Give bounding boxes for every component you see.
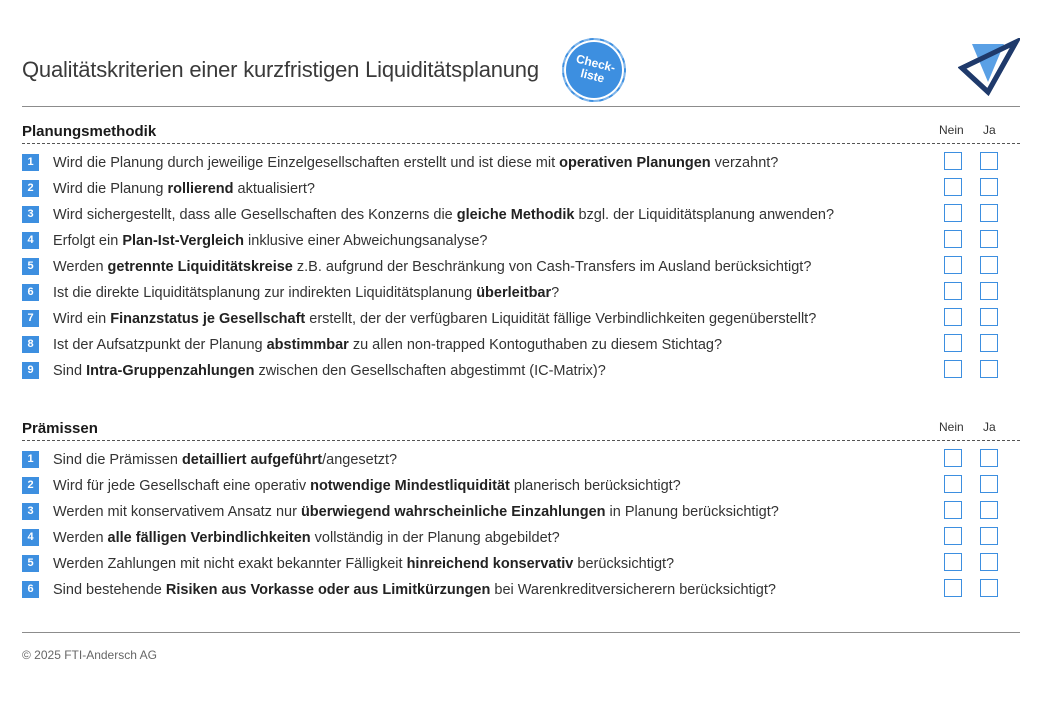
question-segment: zu allen non-trapped Kontoguthaben zu diesem Stichtag?: [348, 337, 723, 353]
checkbox-ja[interactable]: [980, 360, 998, 378]
checklist-row: [22, 527, 1020, 553]
section-praemissen: [22, 418, 1020, 605]
question-segment: Wird sichergestellt, dass alle Gesellschaften des Konzerns die: [53, 207, 457, 223]
checkbox-ja[interactable]: [980, 152, 998, 170]
item-number-badge: 1: [22, 154, 39, 171]
checkbox-nein[interactable]: [944, 152, 962, 170]
question-segment: Erfolgt ein: [53, 233, 123, 249]
checklist-items: [22, 152, 1020, 386]
question-segment: erstellt, der der verfügbaren Liquidität fällige Verbindlichkeiten gegenüberstellt?: [305, 311, 817, 327]
checkbox-nein[interactable]: [944, 334, 962, 352]
question-emphasis: Finanzstatus je Gesellschaft: [110, 311, 306, 327]
question-emphasis: Intra-Gruppenzahlungen: [86, 363, 255, 379]
copyright: © 2025 FTI-Andersch AG: [22, 648, 157, 662]
question-segment: verzahnt?: [710, 155, 779, 171]
checkbox-nein[interactable]: [944, 230, 962, 248]
column-label-ja: Ja: [983, 420, 996, 434]
item-number-badge: 1: [22, 451, 39, 468]
question-emphasis: überwiegend wahrscheinliche Einzahlungen: [300, 504, 606, 520]
item-number-badge: 4: [22, 529, 39, 546]
question-emphasis: detailliert aufgeführt: [181, 452, 323, 468]
question-segment: Wird die Planung: [53, 181, 168, 197]
checklist-row: [22, 230, 1020, 256]
checklist-row: [22, 178, 1020, 204]
question-segment: Ist die direkte Liquiditätsplanung zur indirekten Liquiditätsplanung: [53, 285, 477, 301]
checkbox-nein[interactable]: [944, 256, 962, 274]
question-segment: ?: [551, 285, 560, 301]
question-segment: planerisch berücksichtigt?: [509, 478, 681, 494]
question-segment: in Planung berücksichtigt?: [605, 504, 779, 520]
checkbox-nein[interactable]: [944, 501, 962, 519]
question-text: [53, 285, 559, 301]
question-text: [53, 478, 681, 494]
checkbox-ja[interactable]: [980, 230, 998, 248]
question-emphasis: überleitbar: [476, 285, 552, 301]
checkbox-ja[interactable]: [980, 334, 998, 352]
question-emphasis: Plan-Ist-Vergleich: [122, 233, 245, 249]
question-text: [53, 530, 560, 546]
checkbox-nein[interactable]: [944, 308, 962, 326]
section-divider: [22, 143, 1020, 144]
column-label-ja: Ja: [983, 123, 996, 137]
question-text: [53, 155, 778, 171]
question-text: [53, 452, 397, 468]
checkbox-ja[interactable]: [980, 282, 998, 300]
question-text: [53, 207, 834, 223]
item-number-badge: 7: [22, 310, 39, 327]
question-text: [53, 504, 779, 520]
section-title: Planungsmethodik: [22, 123, 157, 140]
question-emphasis: hinreichend konservativ: [406, 556, 574, 572]
checklist-badge-text: Check- liste: [574, 51, 617, 86]
question-segment: Sind die Prämissen: [53, 452, 182, 468]
checkbox-nein[interactable]: [944, 579, 962, 597]
question-emphasis: abstimmbar: [266, 337, 349, 353]
question-text: [53, 233, 487, 249]
column-label-nein: Nein: [939, 123, 964, 137]
question-emphasis: alle fälligen Verbindlichkeiten: [107, 530, 311, 546]
item-number-badge: 5: [22, 555, 39, 572]
checklist-row: [22, 360, 1020, 386]
checkbox-nein[interactable]: [944, 178, 962, 196]
section-title: Prämissen: [22, 420, 98, 437]
question-segment: Wird für jede Gesellschaft eine operativ: [53, 478, 311, 494]
question-emphasis: operativen Planungen: [559, 155, 711, 171]
question-segment: Werden: [53, 259, 108, 275]
checkbox-nein[interactable]: [944, 449, 962, 467]
question-segment: Wird ein: [53, 311, 111, 327]
header-divider: [22, 106, 1020, 107]
question-segment: z.B. aufgrund der Beschränkung von Cash-Transfers im Ausland berücksichtigt?: [292, 259, 812, 275]
section-header: [22, 418, 1020, 438]
checkbox-ja[interactable]: [980, 579, 998, 597]
question-segment: berücksichtigt?: [573, 556, 675, 572]
checklist-row: [22, 204, 1020, 230]
checkbox-ja[interactable]: [980, 204, 998, 222]
question-text: [53, 337, 722, 353]
checklist-row: [22, 308, 1020, 334]
checkbox-ja[interactable]: [980, 308, 998, 326]
checkbox-nein[interactable]: [944, 360, 962, 378]
column-label-nein: Nein: [939, 420, 964, 434]
checklist-row: [22, 553, 1020, 579]
section-header: [22, 121, 1020, 141]
checkbox-ja[interactable]: [980, 553, 998, 571]
question-segment: vollständig in der Planung abgebildet?: [310, 530, 560, 546]
question-emphasis: Risiken aus Vorkasse oder aus Limitkürzungen: [165, 582, 491, 598]
checkbox-ja[interactable]: [980, 178, 998, 196]
question-segment: Sind: [53, 363, 87, 379]
question-text: [53, 582, 776, 598]
item-number-badge: 5: [22, 258, 39, 275]
question-text: [53, 181, 315, 197]
question-segment: Werden: [53, 530, 108, 546]
question-text: [53, 311, 816, 327]
page-title: Qualitätskriterien einer kurzfristigen Liquiditätsplanung: [22, 57, 539, 82]
checkbox-ja[interactable]: [980, 501, 998, 519]
checklist-row: [22, 449, 1020, 475]
checkbox-nein[interactable]: [944, 527, 962, 545]
item-number-badge: 3: [22, 206, 39, 223]
section-planungsmethodik: [22, 121, 1020, 386]
checkbox-nein[interactable]: [944, 204, 962, 222]
checklist-row: [22, 152, 1020, 178]
question-segment: zwischen den Gesellschaften abgestimmt (IC-Matrix)?: [254, 363, 606, 379]
checkbox-nein[interactable]: [944, 553, 962, 571]
question-segment: Werden mit konservativem Ansatz nur: [53, 504, 301, 520]
checklist-row: [22, 501, 1020, 527]
item-number-badge: 6: [22, 284, 39, 301]
section-divider: [22, 440, 1020, 441]
question-segment: bzgl. der Liquiditätsplanung anwenden?: [574, 207, 835, 223]
checklist-row: [22, 334, 1020, 360]
checklist-row: [22, 579, 1020, 605]
question-emphasis: gleiche Methodik: [456, 207, 575, 223]
checklist-badge: [562, 38, 626, 102]
question-segment: Wird die Planung durch jeweilige Einzelgesellschaften erstellt und ist diese mit: [53, 155, 560, 171]
company-logo-icon: [958, 38, 1020, 96]
question-segment: inklusive einer Abweichungsanalyse?: [244, 233, 488, 249]
checkbox-ja[interactable]: [980, 527, 998, 545]
question-segment: Ist der Aufsatzpunkt der Planung: [53, 337, 267, 353]
checklist-row: [22, 282, 1020, 308]
question-text: [53, 363, 606, 379]
question-segment: aktualisiert?: [233, 181, 315, 197]
question-emphasis: notwendige Mindestliquidität: [310, 478, 510, 494]
checklist-row: [22, 475, 1020, 501]
item-number-badge: 3: [22, 503, 39, 520]
item-number-badge: 2: [22, 477, 39, 494]
question-text: [53, 556, 674, 572]
question-segment: bei Warenkreditversicherern berücksichtigt?: [490, 582, 776, 598]
item-number-badge: 8: [22, 336, 39, 353]
question-segment: Werden Zahlungen mit nicht exakt bekannter Fälligkeit: [53, 556, 407, 572]
question-segment: /angesetzt?: [322, 452, 398, 468]
checkbox-nein[interactable]: [944, 475, 962, 493]
checkbox-ja[interactable]: [980, 475, 998, 493]
checkbox-ja[interactable]: [980, 256, 998, 274]
footer-divider: [22, 632, 1020, 633]
question-text: [53, 259, 811, 275]
checklist-items: [22, 449, 1020, 605]
checkbox-nein[interactable]: [944, 282, 962, 300]
item-number-badge: 9: [22, 362, 39, 379]
item-number-badge: 4: [22, 232, 39, 249]
checkbox-ja[interactable]: [980, 449, 998, 467]
item-number-badge: 6: [22, 581, 39, 598]
question-emphasis: rollierend: [167, 181, 234, 197]
checklist-row: [22, 256, 1020, 282]
question-emphasis: getrennte Liquiditätskreise: [107, 259, 293, 275]
question-segment: Sind bestehende: [53, 582, 166, 598]
item-number-badge: 2: [22, 180, 39, 197]
